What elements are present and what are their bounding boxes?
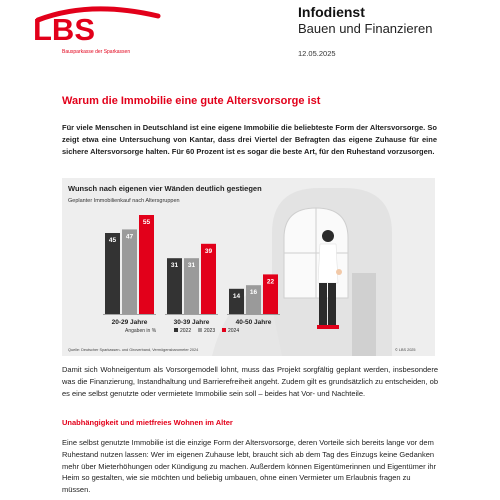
bar-value-label: 16 <box>249 289 258 297</box>
chart-copyright: © LBS 2025 <box>395 348 416 352</box>
header-date: 12.05.2025 <box>298 49 336 58</box>
article-headline: Warum die Immobilie eine gute Altersvorsorge ist <box>62 95 321 107</box>
bar-value-label: 22 <box>266 278 275 286</box>
bar-value-label: 45 <box>108 237 117 244</box>
chart-source: Quelle: Deutscher Sparkassen- und Giroverband, Vermögensbarometer 2024 <box>68 348 199 352</box>
lbs-tagline: Bausparkasse der Sparkassen <box>62 49 131 55</box>
legend-label-2023: 2023 <box>204 328 216 334</box>
category-label: 20-29 Jahre <box>111 319 148 326</box>
bar-value-label: 31 <box>170 262 179 270</box>
article-intro: Für viele Menschen in Deutschland ist eine eigene Immobilie die beliebteste Form der Altersvorsorge. So zeigt etwa eine Untersuchung von Kantar, dass drei Viertel der Befragten das eigene Zuhause für eine sichere Altersvorsorge halten. Für 60 Prozent ist es sogar die beste Art, für den Ruhestand vorzusorgen. <box>62 123 437 156</box>
article-subheading: Unabhängigkeit und mietfreies Wohnen im Alter <box>62 418 233 427</box>
legend-swatch-2023 <box>198 328 202 332</box>
bar-value-label: 47 <box>125 233 134 241</box>
category-label: 40-50 Jahre <box>235 319 272 326</box>
article-paragraph-2: Eine selbst genutzte Immobilie ist die einzige Form der Altersvorsorge, deren Vorteile sich bereits lange vor dem Ruhestand nutzen lassen: Wer im eigenen Zuhause lebt, braucht sich ab dem Tag des Einzugs keine Gedanken mehr über Mieterhöhungen oder Kündigung zu machen. Außerdem können Eigentümerinnen und Eigentümer ihr Heim so gestalten, wie sie möchten und beliebig umbauen, ohne einen Vermieter um Erlaubnis fragen zu müssen. <box>62 438 436 495</box>
header-title: Infodienst <box>298 4 365 20</box>
chart-unit-label: Angaben in % <box>125 328 157 334</box>
legend-swatch-2024 <box>222 328 226 332</box>
legend-swatch-2022 <box>174 328 178 332</box>
chart-title: Wunsch nach eigenen vier Wänden deutlich gestiegen <box>68 184 262 193</box>
bar-value-label: 31 <box>187 262 196 270</box>
header-subtitle: Bauen und Finanzieren <box>298 21 433 36</box>
category-label: 30-39 Jahre <box>173 319 210 326</box>
article-paragraph-1: Damit sich Wohneigentum als Vorsorgemodell lohnt, muss das Projekt sorgfältig geplant werden, insbesondere was die Finanzierung, Instandhaltung und Barrierefreiheit angeht. Zudem gilt es grundsätzlich zu entscheiden, ob es eine selbst genutzte oder vermietete Immobilie sein soll – beides hat Vor- und Nachteile. <box>62 365 438 398</box>
bar-value-label: 39 <box>204 247 213 255</box>
bar-20-29-jahre-2024 <box>139 215 154 314</box>
bar-20-29-jahre-2022 <box>105 233 120 314</box>
bar-value-label: 14 <box>232 292 241 300</box>
bar-chart <box>62 178 435 356</box>
lbs-logo-text: LBS <box>33 12 95 47</box>
bar-value-label: 55 <box>142 219 151 226</box>
legend-label-2024: 2024 <box>228 328 240 334</box>
bar-20-29-jahre-2023 <box>122 229 137 314</box>
chart-subtitle: Geplanter Immobilienkauf nach Altersgruppen <box>68 198 180 204</box>
legend-label-2022: 2022 <box>180 328 192 334</box>
chart-panel <box>62 178 435 356</box>
